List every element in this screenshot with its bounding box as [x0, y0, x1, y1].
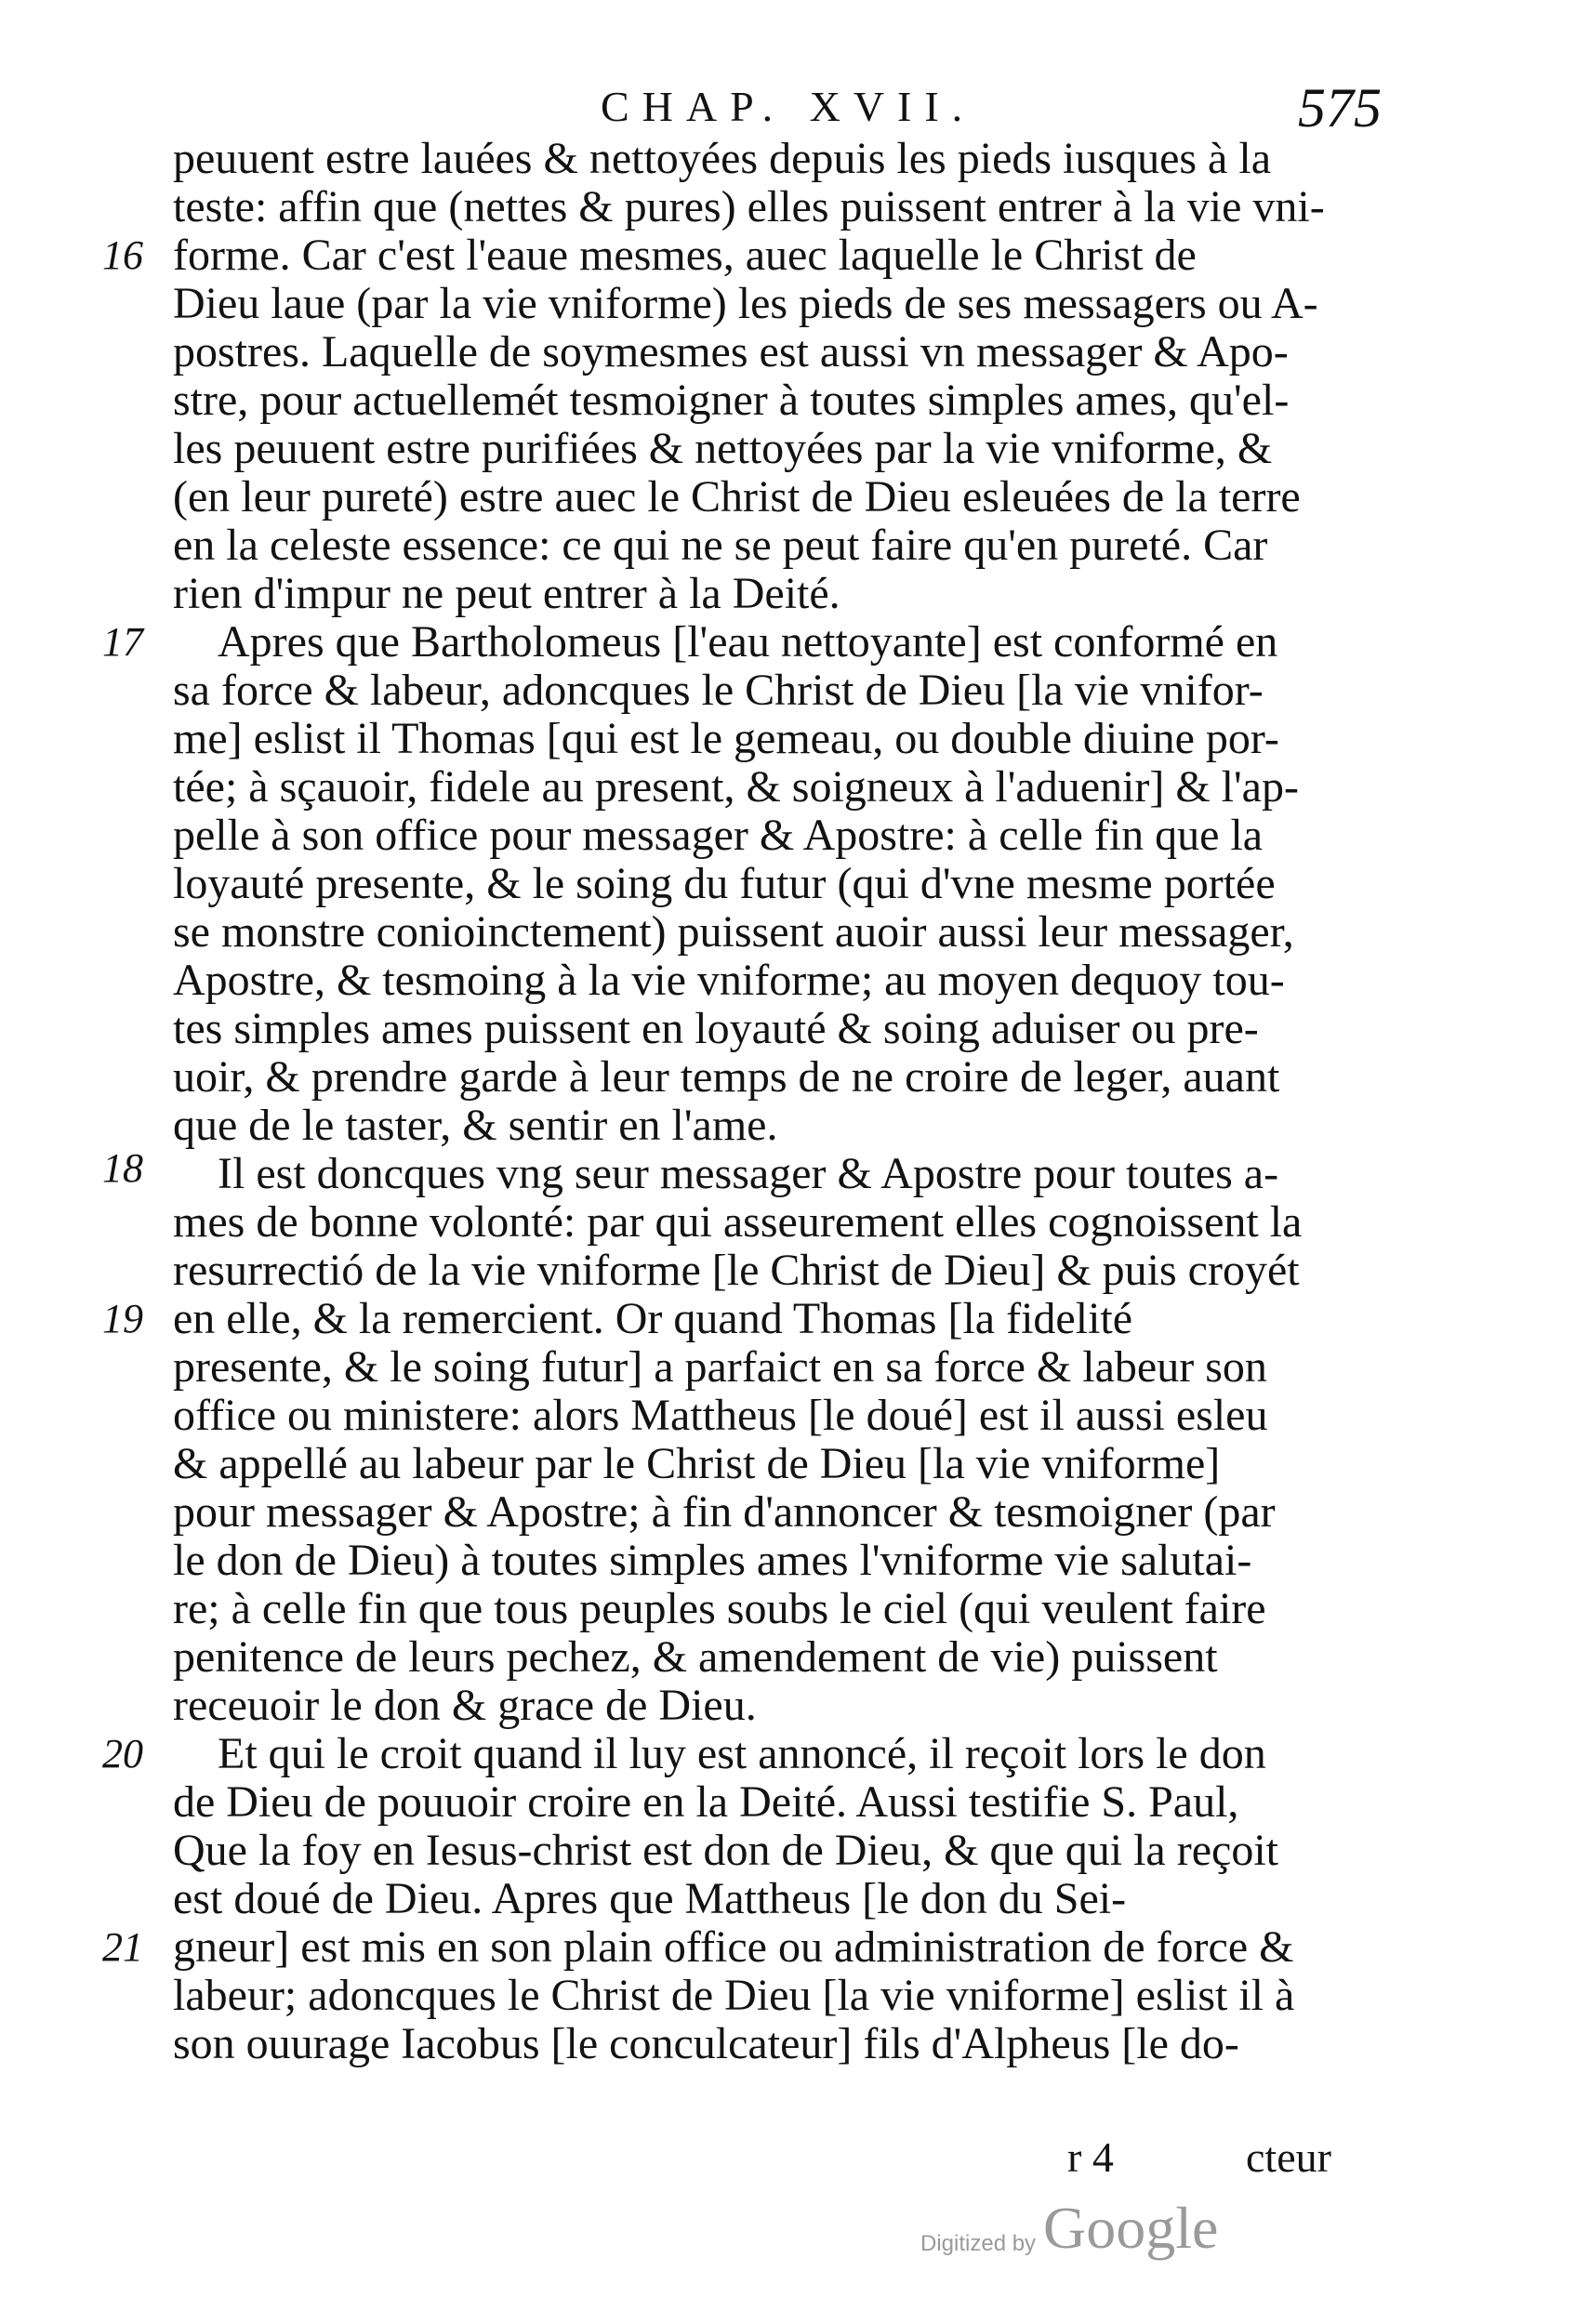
verse-number: 21	[102, 1924, 143, 1970]
text-line: receuoir le don & grace de Dieu.	[173, 1681, 757, 1730]
text-line: tée; à sçauoir, fidele au present, & soigneux à l'aduenir] & l'ap-	[173, 762, 1299, 812]
text-line: presente, & le soing futur] a parfaict en sa force & labeur son	[173, 1342, 1267, 1392]
text-line: en elle, & la remercient. Or quand Thomas [la fidelité	[173, 1294, 1133, 1343]
text-line: est doué de Dieu. Apres que Mattheus [le don du Sei-	[173, 1874, 1127, 1923]
verse-number: 16	[102, 232, 143, 278]
text-line: en la celeste essence: ce qui ne se peut faire qu'en pureté. Car	[173, 521, 1268, 570]
text-line: teste: affin que (nettes & pures) elles puissent entrer à la vie vni-	[173, 182, 1325, 231]
text-line: uoir, & prendre garde à leur temps de ne croire de leger, auant	[173, 1052, 1280, 1102]
folio-number: 575	[1298, 77, 1382, 139]
text-line: le don de Dieu) à toutes simples ames l'vniforme vie salutai-	[173, 1536, 1252, 1585]
text-line: sa force & labeur, adoncques le Christ de Dieu [la vie vnifor-	[173, 666, 1264, 715]
text-line: se monstre conioinctement) puissent auoir aussi leur messager,	[173, 907, 1294, 957]
text-line: son ouurage Iacobus [le conculcateur] fils d'Alpheus [le do-	[173, 2019, 1239, 2068]
digitized-watermark	[920, 2194, 1255, 2278]
text-line: labeur; adoncques le Christ de Dieu [la vie vniforme] eslist il à	[173, 1971, 1295, 2020]
running-title: CHAP. XVII.	[601, 83, 976, 130]
text-line: mes de bonne volonté: par qui asseurement elles cognoissent la	[173, 1197, 1303, 1247]
verse-number: 18	[102, 1145, 143, 1191]
text-line: (en leur pureté) estre auec le Christ de Dieu esleuées de la terre	[173, 472, 1301, 522]
text-line: que de le taster, & sentir en l'ame.	[173, 1101, 778, 1150]
text-line: office ou ministere: alors Mattheus [le doué] est il aussi esleu	[173, 1391, 1268, 1440]
text-line: Et qui le croit quand il luy est annoncé, il reçoit lors le don	[218, 1729, 1266, 1778]
digitized-label: Digitized by	[920, 2231, 1037, 2256]
text-line: Il est doncques vng seur messager & Apostre pour toutes a-	[218, 1149, 1279, 1198]
catchword: cteur	[1246, 2133, 1331, 2181]
text-line: tes simples ames puissent en loyauté & soing aduiser ou pre-	[173, 1004, 1259, 1053]
text-line: les peuuent estre purifiées & nettoyées par la vie vniforme, &	[173, 424, 1273, 473]
signature-mark: r 4	[1067, 2133, 1114, 2181]
text-line: forme. Car c'est l'eaue mesmes, auec laquelle le Christ de	[173, 231, 1197, 280]
text-line: resurrectió de la vie vniforme [le Christ de Dieu] & puis croyét	[173, 1246, 1300, 1295]
text-line: re; à celle fin que tous peuples soubs le ciel (qui veulent faire	[173, 1584, 1266, 1633]
text-line: Dieu laue (par la vie vniforme) les pieds de ses messagers ou A-	[173, 279, 1318, 328]
text-line: loyauté presente, & le soing du futur (qui d'vne mesme portée	[173, 859, 1276, 908]
text-line: me] eslist il Thomas [qui est le gemeau, ou double diuine por-	[173, 714, 1279, 763]
google-wordmark: Google	[1043, 2195, 1219, 2261]
text-line: de Dieu de pouuoir croire en la Deité. Aussi testifie S. Paul,	[173, 1777, 1239, 1827]
text-line: rien d'impur ne peut entrer à la Deité.	[173, 569, 840, 618]
verse-number: 17	[102, 619, 143, 665]
verse-number: 19	[102, 1296, 143, 1341]
text-line: penitence de leurs pechez, & amendement de vie) puissent	[173, 1632, 1218, 1682]
verse-number: 20	[102, 1731, 143, 1776]
text-line: pelle à son office pour messager & Apostre: à celle fin que la	[173, 811, 1264, 860]
text-line: Que la foy en Iesus-christ est don de Dieu, & que qui la reçoit	[173, 1826, 1278, 1875]
text-line: Apres que Bartholomeus [l'eau nettoyante] est conformé en	[218, 617, 1278, 667]
text-line: pour messager & Apostre; à fin d'annoncer & tesmoigner (par	[173, 1487, 1276, 1537]
text-line: & appellé au labeur par le Christ de Dieu [la vie vniforme]	[173, 1439, 1221, 1488]
text-line: gneur] est mis en son plain office ou administration de force &	[173, 1922, 1294, 1972]
text-line: peuuent estre lauées & nettoyées depuis les pieds iusques à la	[173, 134, 1271, 183]
text-line: stre, pour actuellemét tesmoigner à toutes simples ames, qu'el-	[173, 376, 1290, 425]
text-line: Apostre, & tesmoing à la vie vniforme; au moyen dequoy tou-	[173, 956, 1285, 1005]
text-line: postres. Laquelle de soymesmes est aussi vn messager & Apo-	[173, 327, 1289, 376]
